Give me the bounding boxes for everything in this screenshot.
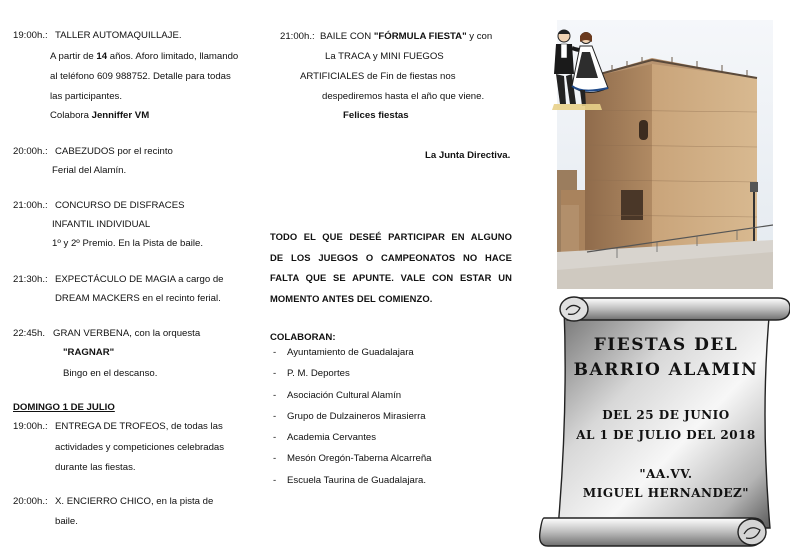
event-detail: ARTIFICIALES de Fin de fiestas nos (300, 71, 456, 82)
band-name: "RAGNAR" (63, 347, 115, 358)
event-time: 19:00h.: (13, 30, 48, 41)
event-time: 21:00h.: (280, 31, 315, 42)
event-title: CONCURSO DE DISFRACES (55, 200, 185, 211)
event-title: TALLER AUTOMAQUILLAJE. (55, 30, 182, 41)
event-detail: DREAM MACKERS en el recinto ferial. (55, 293, 221, 304)
event-title: GRAN VERBENA, con la orquesta (53, 328, 201, 339)
event-detail: Bingo en el descanso. (63, 368, 158, 379)
event-title: EXPECTÁCULO DE MAGIA a cargo de (55, 274, 224, 285)
event-detail: La TRACA y MINI FUEGOS (325, 51, 444, 62)
event-time: 22:45h. (13, 328, 46, 339)
event-detail: 1º y 2º Premio. En la Pista de baile. (52, 238, 203, 249)
participation-notice (270, 227, 512, 309)
event-time: 19:00h.: (13, 421, 48, 432)
collaborators-heading: COLABORAN: (270, 332, 336, 343)
event-detail: A partir de 14 años. Aforo limitado, llamando (50, 51, 239, 62)
event-detail: las participantes. (50, 91, 122, 102)
event-title: X. ENCIERRO CHICO, en la pista de (55, 496, 214, 507)
event-title: CABEZUDOS por el recinto (55, 146, 173, 157)
scroll-organizer: MIGUEL HERNANDEZ" (582, 486, 750, 500)
event-time: 21:30h.: (13, 274, 48, 285)
event-detail: durante las fiestas. (55, 462, 136, 473)
signature: La Junta Directiva. (425, 150, 511, 161)
event-time: 20:00h.: (13, 496, 48, 507)
event-time: 20:00h.: (13, 146, 48, 157)
scroll-organizer: "AA.VV. (639, 467, 693, 481)
event-detail: actividades y competiciones celebradas (55, 442, 225, 453)
event-detail: INFANTIL INDIVIDUAL (52, 219, 151, 230)
notice-line: TODO EL QUE DESEÉ PARTICIPAR EN ALGUNO (270, 231, 512, 242)
event-detail: Colabora Jenniffer VM (50, 110, 150, 121)
event-detail: al teléfono 609 988752. Detalle para todas (50, 71, 231, 82)
sunday-heading: DOMINGO 1 DE JULIO (13, 402, 115, 413)
event-title: BAILE CON "FÓRMULA FIESTA" y con (320, 31, 493, 42)
scroll-dates: AL 1 DE JULIO DEL 2018 (576, 428, 756, 442)
event-detail: despediremos hasta el año que viene. (322, 91, 485, 102)
scroll-title: FIESTAS DEL (593, 335, 739, 355)
greeting: Felices fiestas (343, 110, 409, 121)
notice-line: DE LOS JUEGOS O CAMPEONATOS NO HACE (270, 251, 512, 263)
event-detail: Ferial del Alamín. (52, 165, 127, 176)
event-title: ENTREGA DE TROFEOS, de todas las (55, 421, 223, 432)
scroll-dates: DEL 25 DE JUNIO (602, 408, 730, 422)
dancing-couple-icon (542, 26, 612, 110)
scroll-title: BARRIO ALAMIN (573, 360, 759, 380)
notice-line: MOMENTO ANTES DEL COMIENZO. (270, 292, 433, 304)
event-time: 21:00h.: (13, 200, 48, 211)
event-detail: baile. (55, 516, 78, 527)
notice-line: FALTA QUE SE APUNTE. VALE CON ESTAR UN (270, 272, 512, 283)
